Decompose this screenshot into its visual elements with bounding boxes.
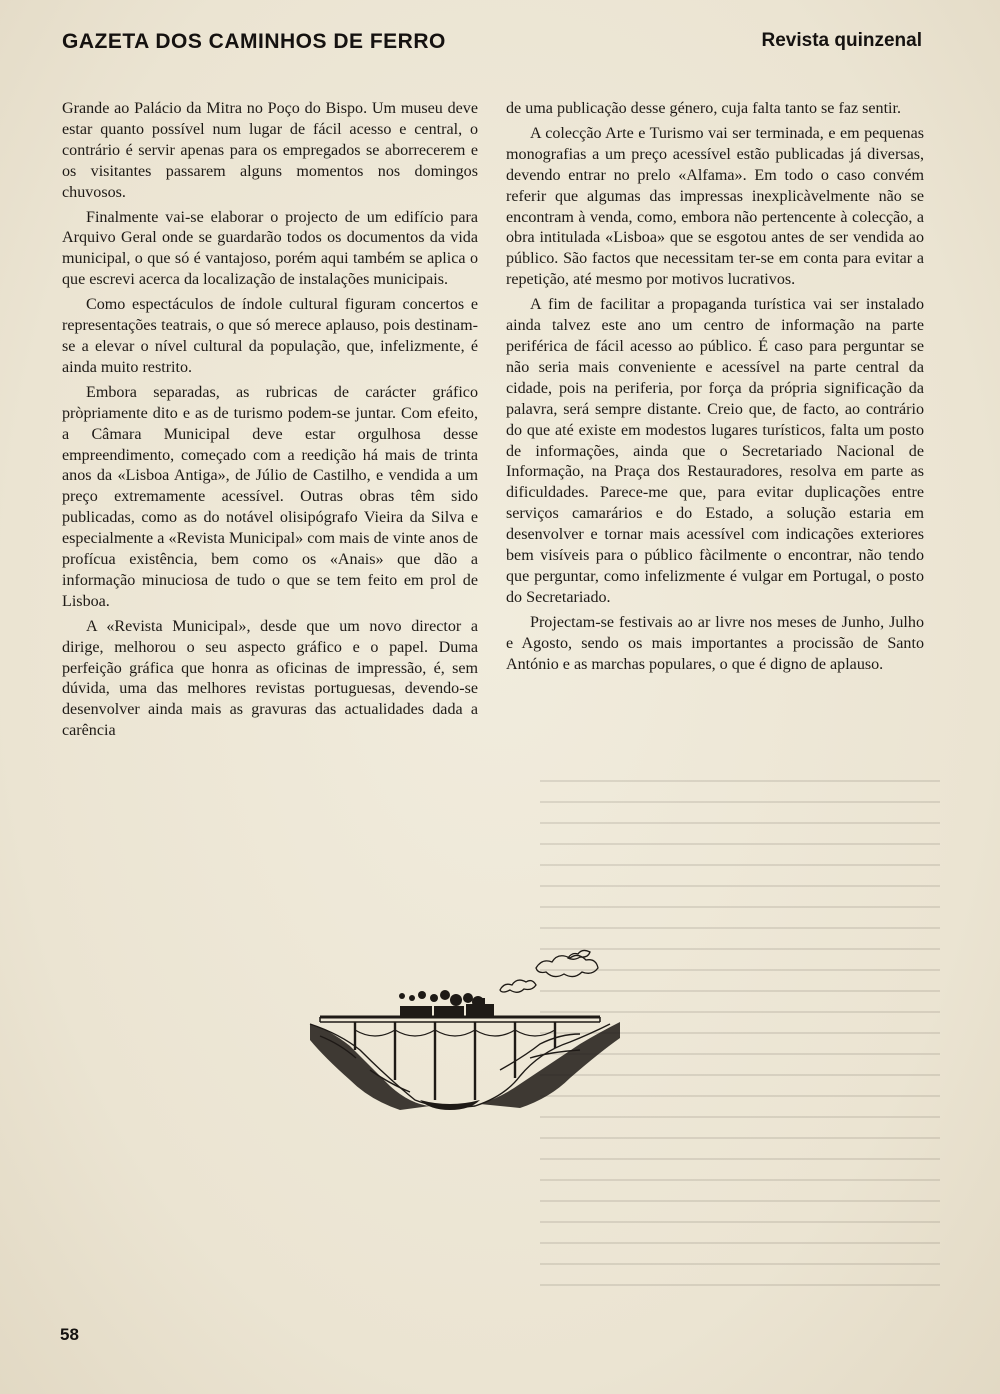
magazine-title: GAZETA DOS CAMINHOS DE FERRO: [62, 30, 446, 53]
paragraph: A fim de facilitar a propaganda turística vai ser instalado ainda talvez este ano um centro de informação na parte periférica de fácil acesso ao público. É caso para perguntar se não seria mais conveniente e acessível na parte central da cidade, pois na periferia, por força da própria significação da palavra, será sempre distante. Creio que, de facto, ao contrário do que até existe em modestos lugares turísticos, falta um posto de informações, ainda que o Secretariado Nacional de Informação, na Praça dos Restauradores, resolva em parte as dificuldades. Parece-me que, para evitar duplicações entre serviços camarários e do Estado, a solução estaria em desenvolver e tornar mais acessível com indicações exteriores bem visíveis para o público fàcilmente o encontrar, não tendo que perguntar, como infelizmente é vulgar em Portugal, o posto do Secretariado.: [506, 296, 924, 606]
left-column: [62, 99, 478, 746]
paragraph: Grande ao Palácio da Mitra no Poço do Bispo. Um museu deve estar quanto possível num lugar de fácil acesso e central, o contrário é servir apenas para os empregados se aborrecerem e os visitantes passarem alguns momentos nos domingos chuvosos.: [62, 100, 478, 201]
paragraph: A colecção Arte e Turismo vai ser terminada, e em pequenas monografias a um preço acessível estão publicadas já diversas, devendo entrar no prelo «Alfama». Em todo o caso convém referir que algumas das impressas inexplicàvelmente não se encontram à venda, como, embora não pertencente à colecção, a obra intitulada «Lisboa» que se esgotou antes de ser vendida ao público. São factos que necessitam ter-se em conta para evitar a repetição, até mesmo por motivos lucrativos.: [506, 124, 924, 289]
magazine-subtitle: Revista quinzenal: [761, 30, 922, 51]
paragraph: Embora separadas, as rubricas de carácter gráfico pròpriamente dito e as de turismo podem-se juntar. Com efeito, a Câmara Municipal deve estar orgulhosa desse empreendimento, começado com a reedição há mais de trinta anos da «Lisboa Antiga», de Júlio de Castilho, e vendida a um preço extremamente acessível. Outras obras têm sido publicadas, como as do notável olisipógrafo Vieira da Silva e especialmente a «Revista Municipal» com mais de vinte anos de profícua existência, bem como os «Anais» que dão a informação minuciosa de tudo o que se tem feito em prol de Lisboa.: [62, 383, 478, 610]
paragraph: Finalmente vai-se elaborar o projecto de um edifício para Arquivo Geral onde se guardarão todos os documentos da vida municipal, o que só é vantajoso, porém aqui também se aplica o que escrevi acerca da localização de instalações municipais.: [62, 208, 478, 289]
paragraph: Projectam-se festivais ao ar livre nos meses de Junho, Julho e Agosto, sendo os mais importantes a procissão de Santo António e as marchas populares, o que é digno de aplauso.: [506, 613, 924, 673]
paragraph: A «Revista Municipal», desde que um novo director a dirige, melhorou o seu aspecto gráfico e o papel. Duma perfeição gráfica que honra as oficinas de impressão, é, sem dúvida, uma das melhores revistas portuguesas, devendo-se desenvolver ainda mais as gravuras das actualidades dada a carência: [62, 617, 478, 740]
train-on-viaduct-illustration: [300, 940, 630, 1115]
page-number: 58: [60, 1325, 79, 1344]
paragraph: Como espectáculos de índole cultural figuram concertos e representações teatrais, o que só merece aplauso, pois destinam-se a elevar o nível cultural da população, que, infelizmente, é ainda muito restrito.: [62, 296, 478, 376]
paragraph: de uma publicação desse género, cuja falta tanto se faz sentir.: [506, 100, 902, 117]
right-column: [506, 99, 924, 679]
page-header: [62, 30, 922, 64]
